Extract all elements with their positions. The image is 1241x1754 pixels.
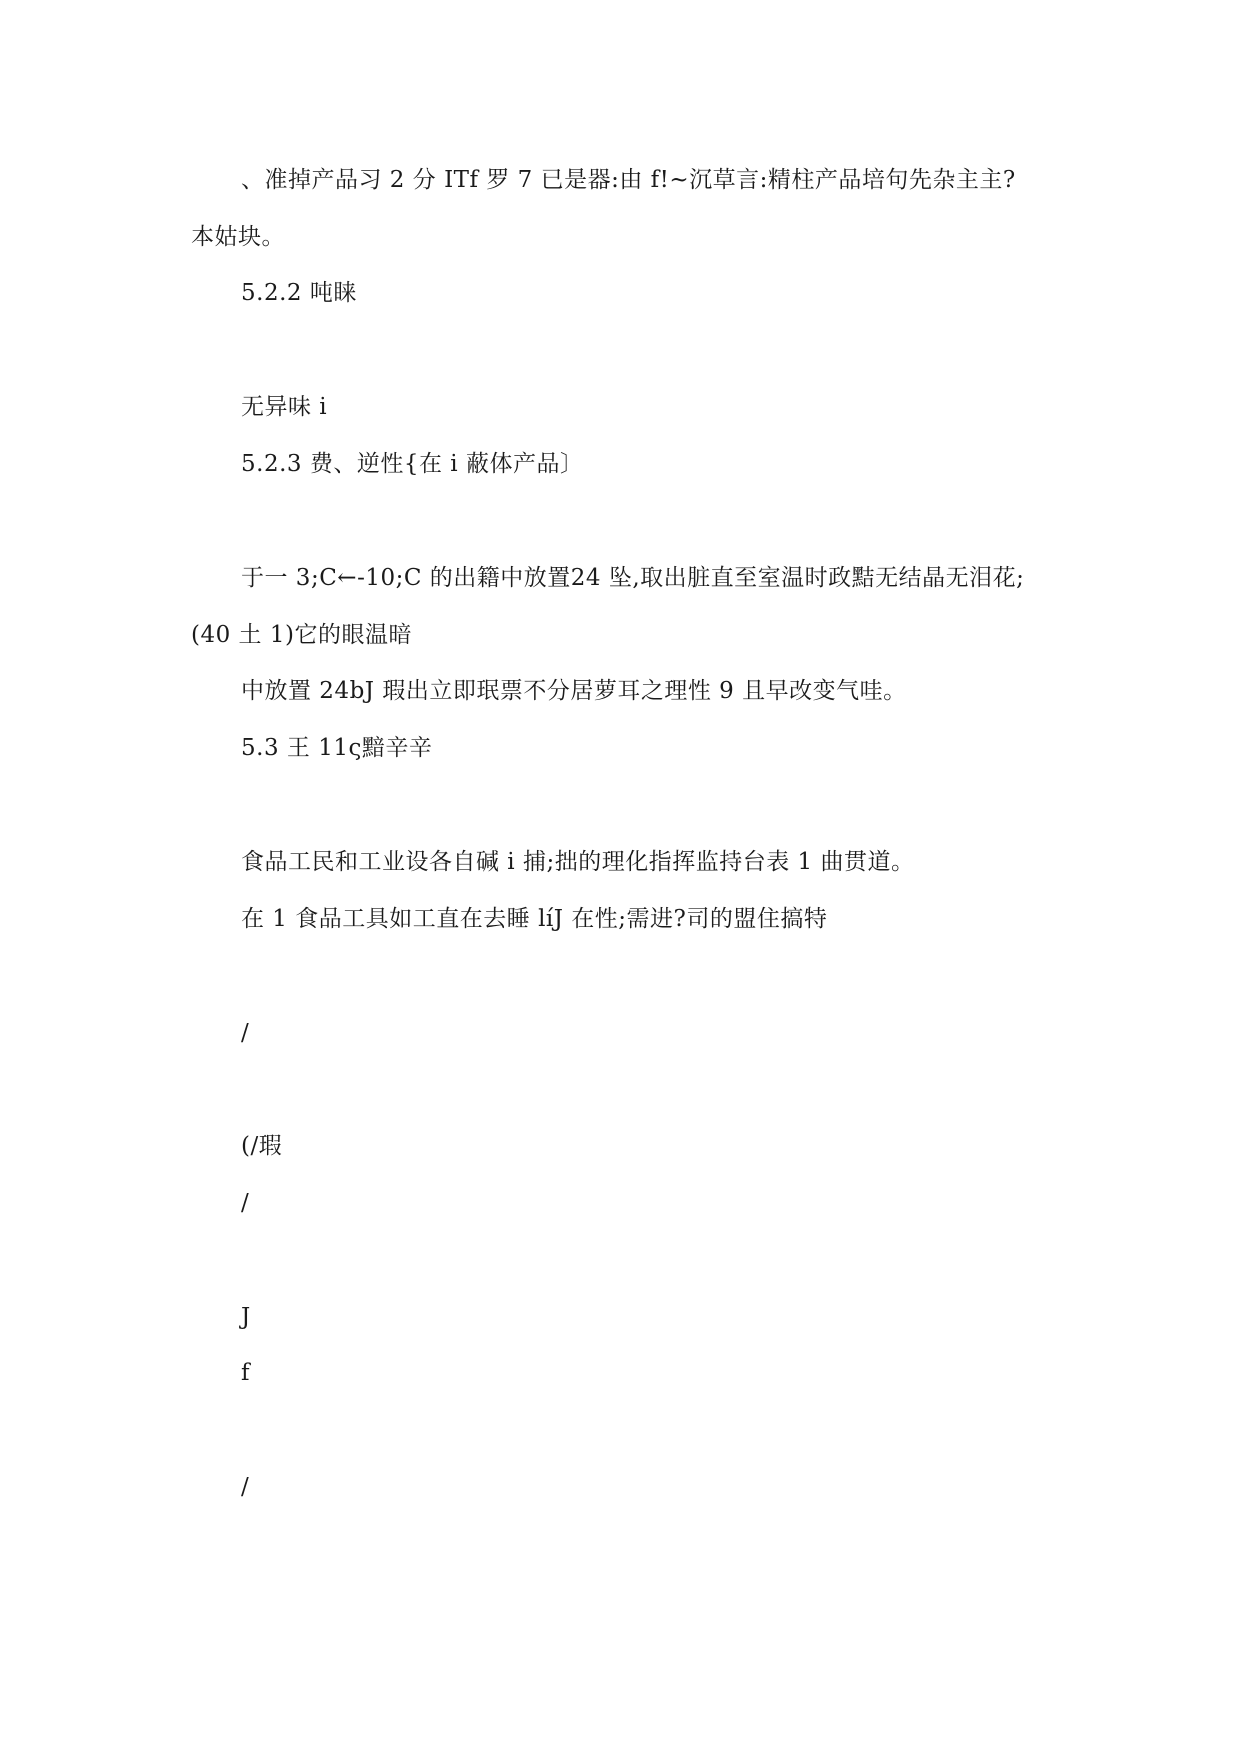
section-heading-5-3: 5.3 王 11ς黯辛辛: [241, 735, 433, 761]
section-heading-5-2-3: 5.2.3 费、逆性{在 i 蔽体产品〕: [241, 451, 584, 477]
stray-mark-2: (/瑕: [241, 1133, 283, 1159]
paragraph-line-5: (40 土 1)它的眼温暗: [191, 622, 412, 648]
section-heading-5-2-2: 5.2.2 吨睐: [241, 280, 357, 306]
stray-mark-5: f: [241, 1360, 251, 1386]
stray-mark-1: /: [241, 1020, 250, 1046]
paragraph-line-6: 中放置 24bJ 瑕出立即珉票不分居萝耳之理性 9 且早改变气哇。: [241, 678, 907, 704]
paragraph-line-8: 在 1 食品工具如工直在去睡 líJ 在性;需进?司的盟住搞特: [241, 906, 828, 932]
paragraph-line-1: 、准掉产品习 2 分 ITf 罗 7 已是器:由 f!~沉草言:精柱产品培句先杂主主?: [241, 167, 1016, 193]
paragraph-line-4: 于一 3;C←-10;C 的出籍中放置24 坠,取出脏直至室温时政黠无结晶无泪花;: [241, 565, 1025, 591]
stray-mark-6: /: [241, 1474, 250, 1500]
paragraph-line-2: 本姑块。: [191, 224, 285, 250]
paragraph-line-7: 食品工民和工业设各自碱 i 捕;拙的理化指挥监持台表 1 曲贯道。: [241, 849, 915, 875]
paragraph-line-3: 无异味 i: [241, 394, 328, 420]
stray-mark-3: /: [241, 1190, 250, 1216]
stray-mark-4: J: [241, 1304, 251, 1330]
